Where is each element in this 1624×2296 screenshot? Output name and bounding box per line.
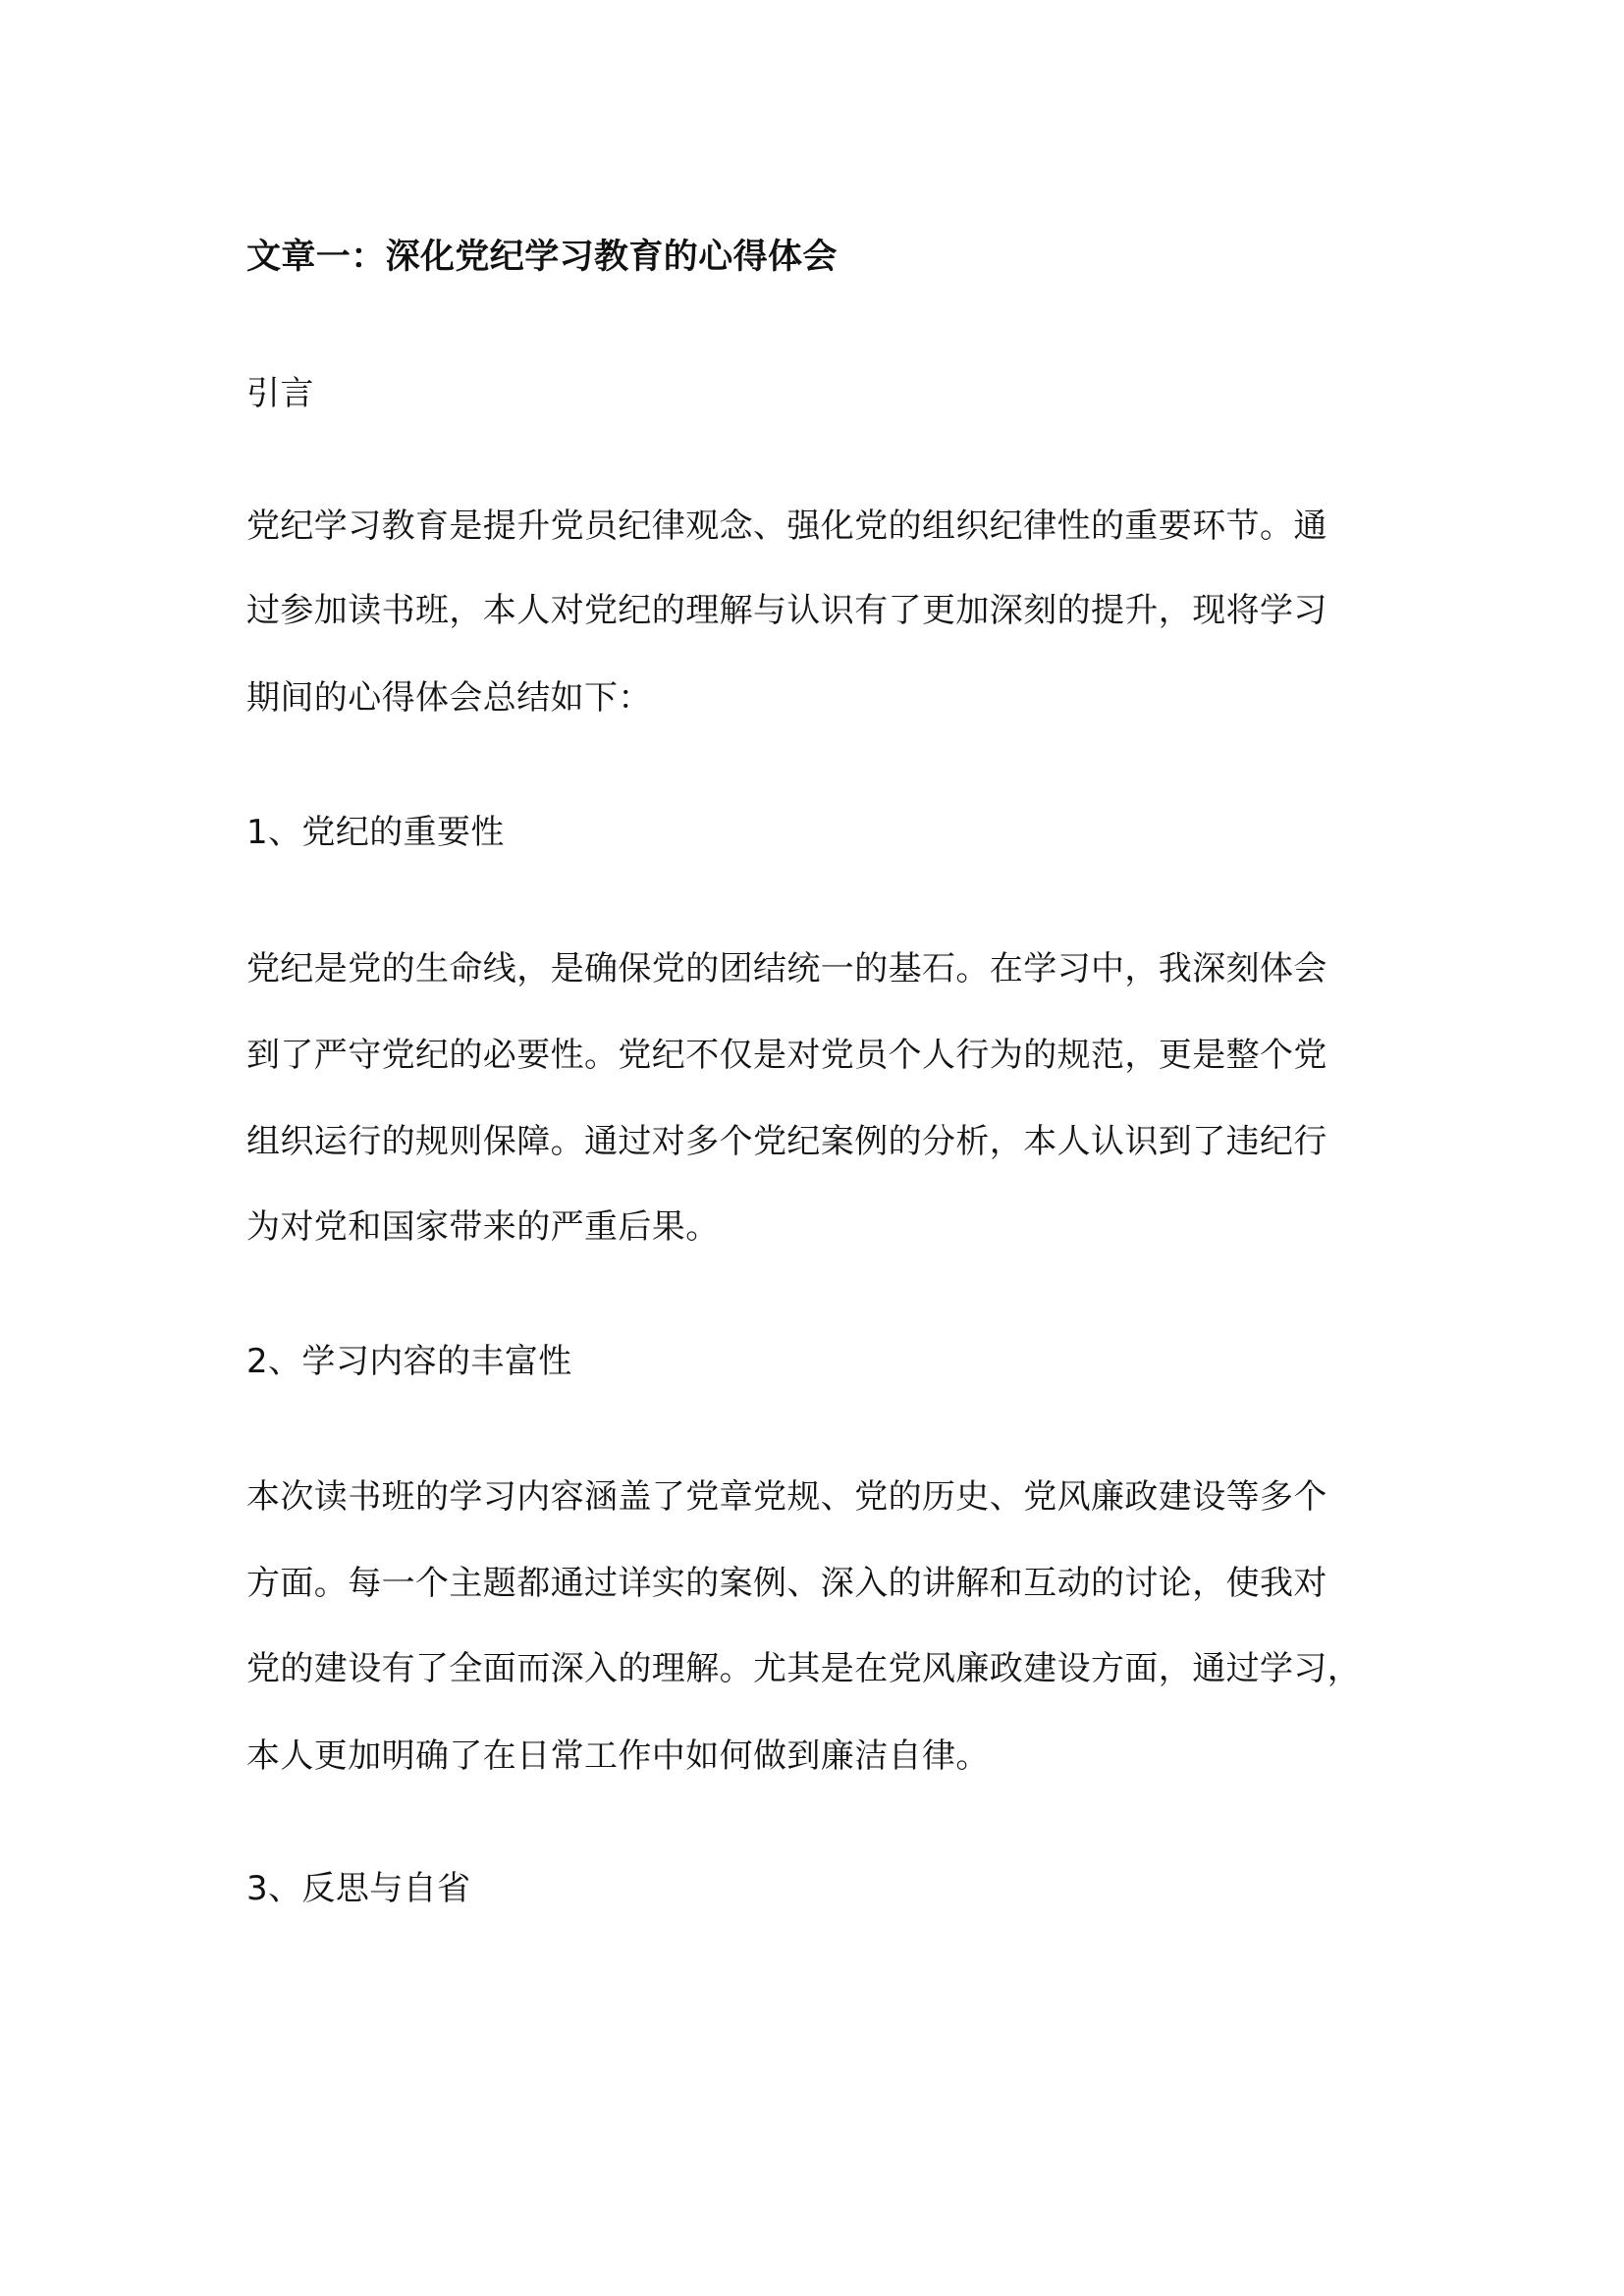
section-heading-1: 1、党纪的重要性	[246, 813, 505, 852]
section-2-paragraph-line: 党的建设有了全面而深入的理解。尤其是在党风廉政建设方面，通过学习，	[246, 1649, 1362, 1688]
section-1-paragraph-line: 党纪是党的生命线，是确保党的团结统一的基石。在学习中，我深刻体会	[246, 949, 1327, 988]
section-heading-2: 2、学习内容的丰富性	[246, 1342, 572, 1381]
intro-paragraph-line: 期间的心得体会总结如下：	[246, 678, 652, 718]
intro-paragraph-line: 党纪学习教育是提升党员纪律观念、强化党的组织纪律性的重要环节。通	[246, 507, 1327, 546]
section-2-paragraph-line: 方面。每一个主题都通过详实的案例、深入的讲解和互动的讨论，使我对	[246, 1564, 1327, 1603]
document-title: 文章一：深化党纪学习教育的心得体会	[246, 238, 838, 277]
intro-paragraph-line: 过参加读书班，本人对党纪的理解与认识有了更加深刻的提升，现将学习	[246, 591, 1327, 630]
section-2-paragraph-line: 本人更加明确了在日常工作中如何做到廉洁自律。	[246, 1736, 990, 1776]
section-1-paragraph-line: 为对党和国家带来的严重后果。	[246, 1207, 720, 1247]
section-heading-3: 3、反思与自省	[246, 1869, 471, 1908]
intro-heading: 引言	[246, 374, 314, 413]
section-2-paragraph-line: 本次读书班的学习内容涵盖了党章党规、党的历史、党风廉政建设等多个	[246, 1477, 1327, 1517]
section-1-paragraph-line: 组织运行的规则保障。通过对多个党纪案例的分析，本人认识到了违纪行	[246, 1122, 1327, 1161]
section-1-paragraph-line: 到了严守党纪的必要性。党纪不仅是对党员个人行为的规范，更是整个党	[246, 1036, 1327, 1075]
